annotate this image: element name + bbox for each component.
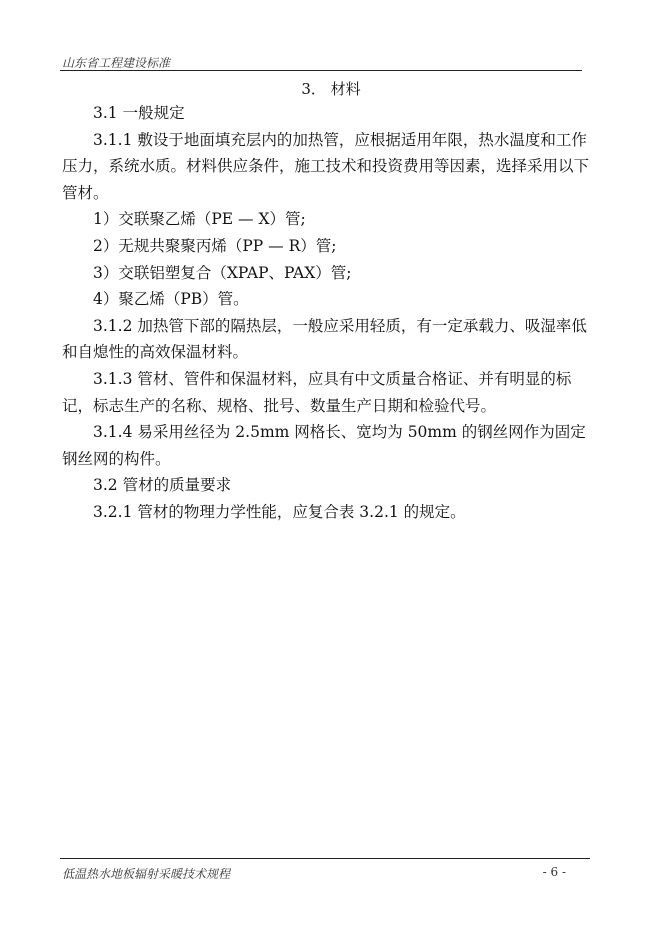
footer-rule bbox=[60, 858, 590, 859]
list-item: 1）交联聚乙烯（PE — X）管; bbox=[93, 210, 306, 229]
section-title: 3． 材料 bbox=[301, 80, 361, 98]
list-item: 2）无规共聚聚丙烯（PP — R）管; bbox=[93, 236, 337, 255]
footer-title: 低温热水地板辐射采暖技术规程 bbox=[62, 867, 231, 881]
running-header: 山东省工程建设标准 bbox=[62, 56, 171, 70]
subsection-heading: 3.2 管材的质量要求 bbox=[93, 476, 232, 495]
paragraph: 3.1.4 易采用丝径为 2.5mm 网格长、宽均为 50mm 的钢丝网作为固定钢丝网的构件。 bbox=[62, 423, 586, 468]
subsection-heading: 3.1 一般规定 bbox=[93, 104, 185, 122]
paragraph: 3.2.1 管材的物理力学性能，应复合表 3.2.1 的规定。 bbox=[93, 502, 466, 521]
paragraph: 3.1.3 管材、管件和保温材料，应具有中文质量合格证、并有明显的标记，标志生产的名称、规格、批号、数量生产日期和检验代号。 bbox=[62, 369, 572, 415]
list-item: 3）交联铝塑复合（XPAP、PAX）管; bbox=[93, 263, 352, 282]
body-text bbox=[62, 100, 600, 526]
header-rule bbox=[60, 70, 582, 71]
paragraph: 3.1.1 敷设于地面填充层内的加热管，应根据适用年限，热水温度和工作压力，系统水质。材料供应条件，施工技术和投资费用等因素，选择采用以下管材。 bbox=[62, 130, 590, 202]
paragraph: 3.1.2 加热管下部的隔热层，一般应采用轻质，有一定承载力、吸湿率低和自熄性的高效保温材料。 bbox=[62, 316, 587, 362]
list-item: 4）聚乙烯（PB）管。 bbox=[93, 290, 249, 309]
page-number: - 6 - bbox=[542, 865, 566, 879]
